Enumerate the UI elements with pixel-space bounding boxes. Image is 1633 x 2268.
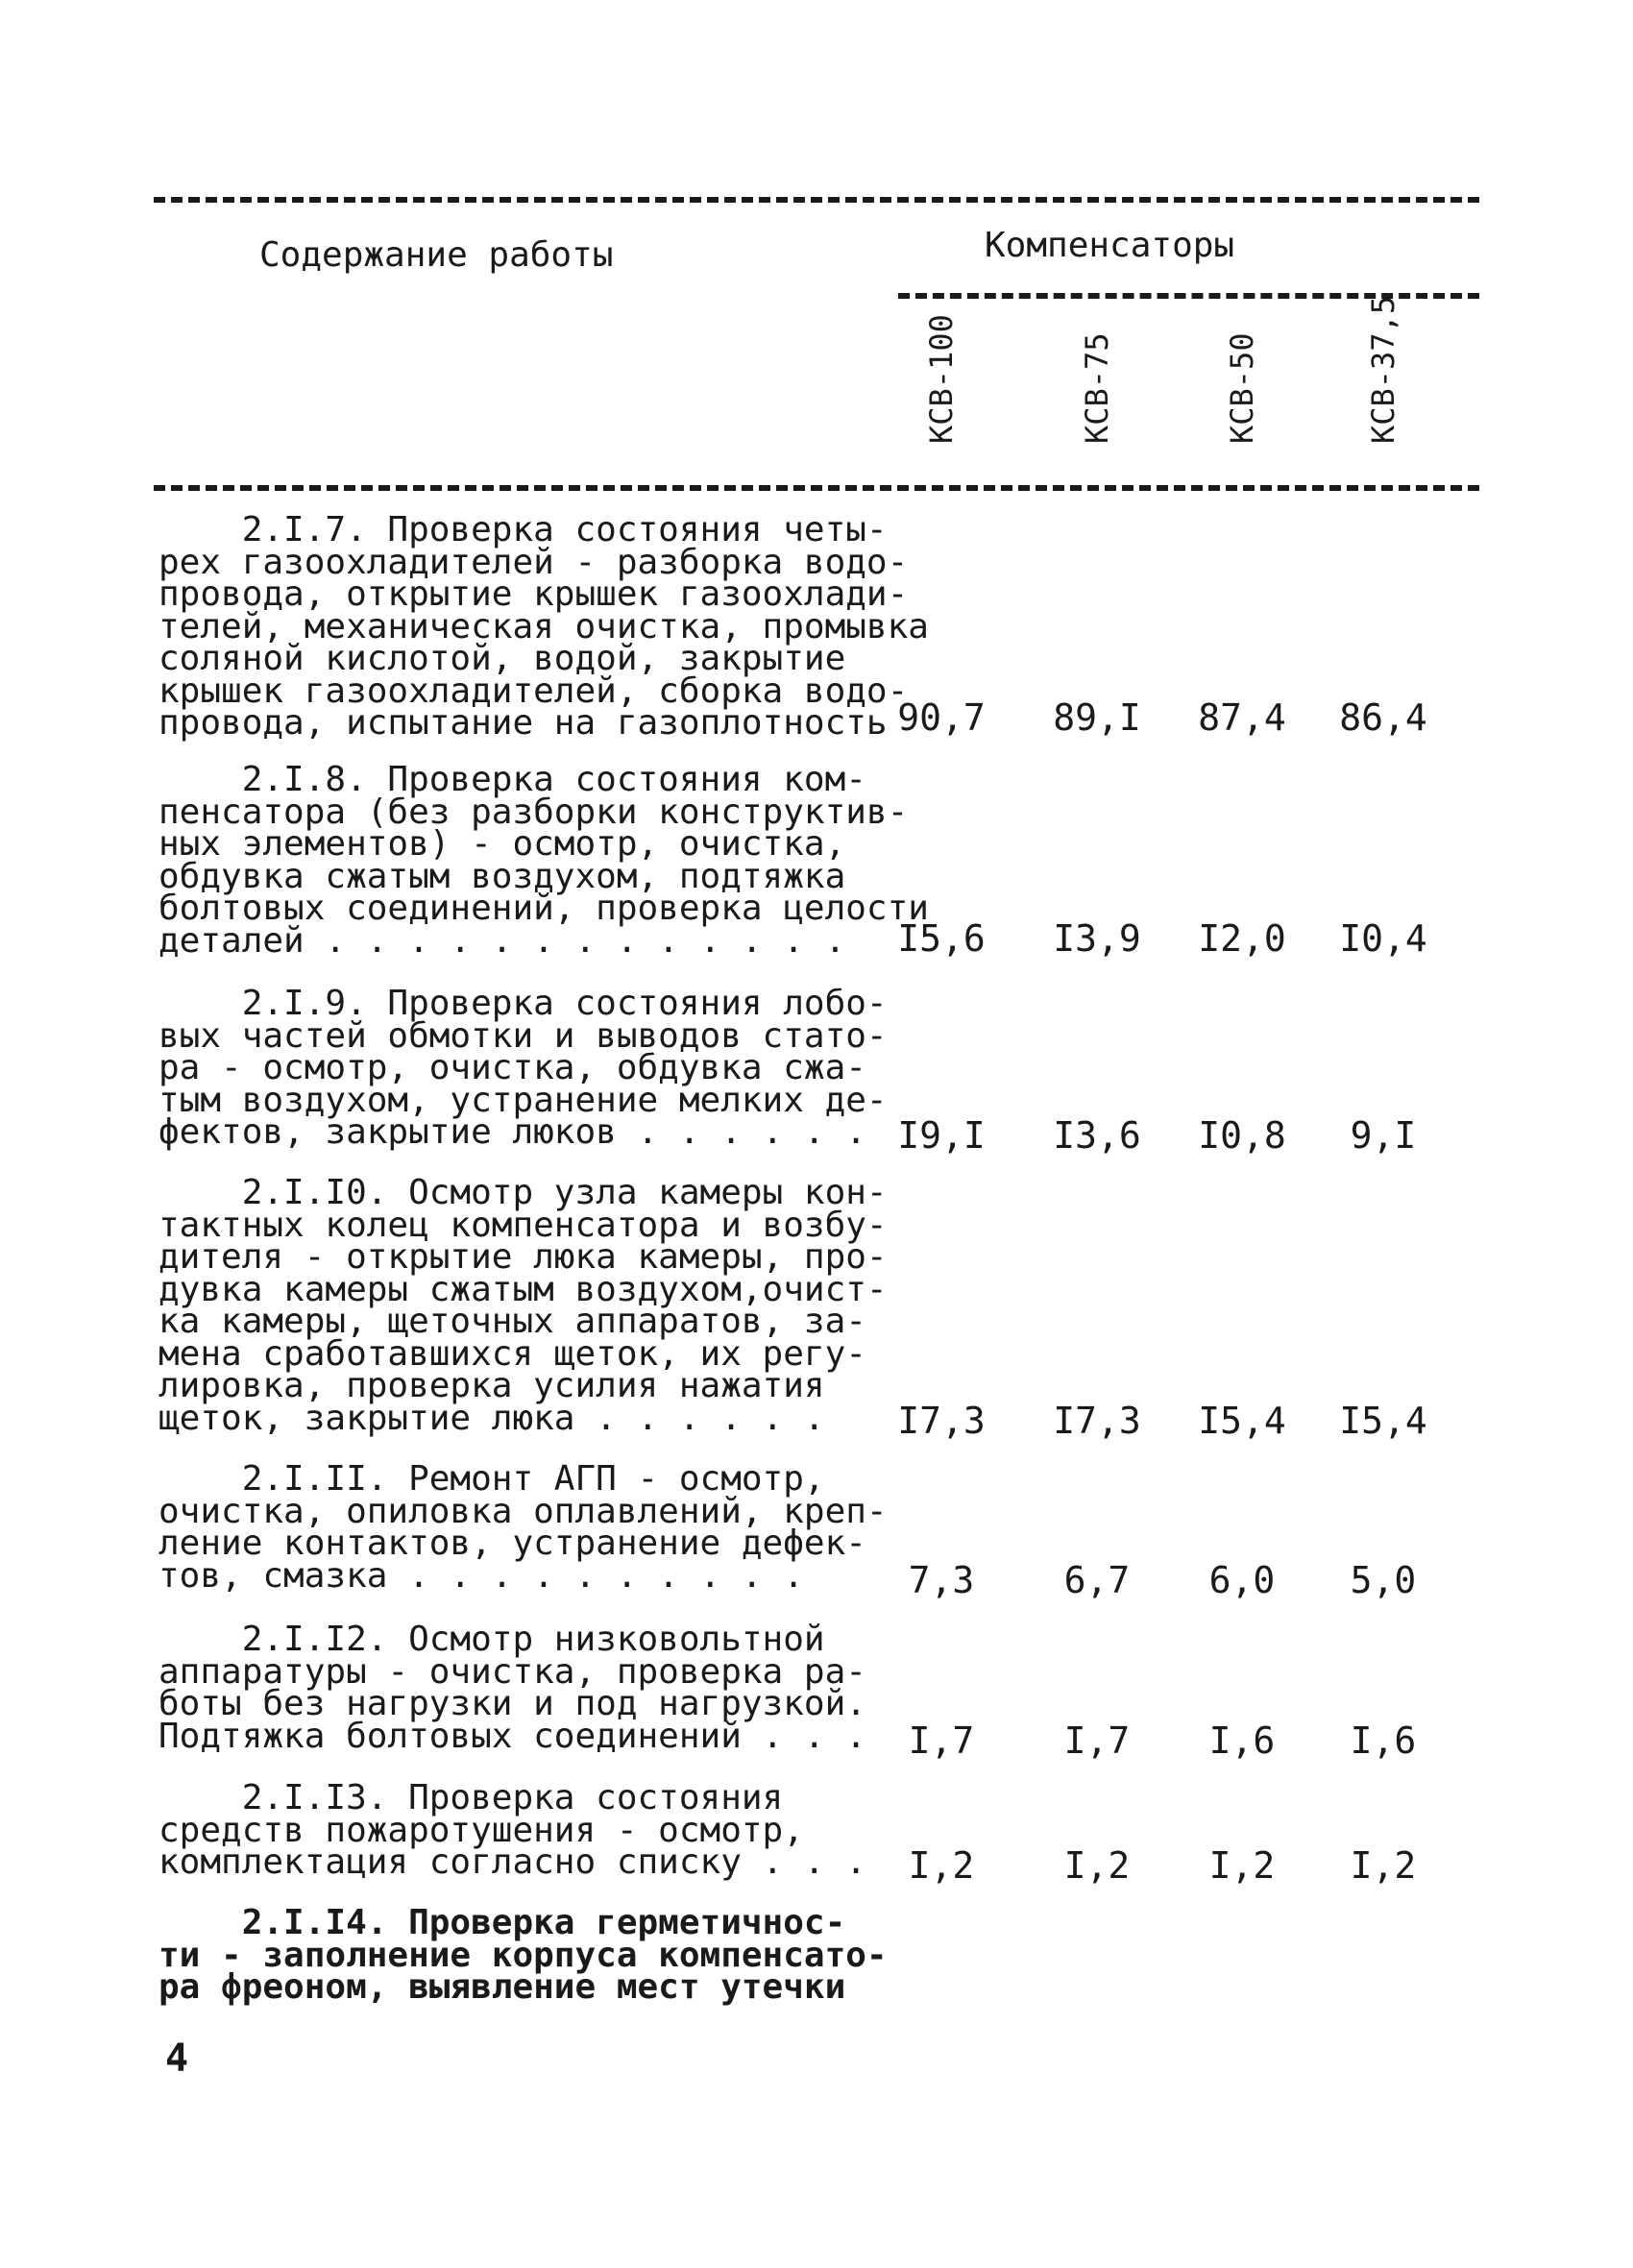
value-ksv-50: 87,4 — [1198, 696, 1286, 739]
row-description: 2.I.9. Проверка состояния лобо- вых частей обмотки и выводов стато- ра - осмотр, очистка, обдувка сжа- тым воздухом, устранение мелких де- фектов, закрытие люков . . . . . . — [158, 984, 888, 1152]
value-ksv-75: I3,9 — [1053, 917, 1141, 960]
value-ksv-50: I,2 — [1208, 1844, 1276, 1887]
row-description: 2.I.7. Проверка состояния четы- рех газоохладителей - разборка водо- провода, открытие крышек газоохлади- телей, механическая очистка, промывка соляной кислотой, водой, закрытие крышек газоохладителей, сборка водо- провода, испытание на газоплотность — [158, 510, 929, 743]
value-ksv-100: I5,6 — [897, 917, 986, 960]
table-top-rule — [154, 197, 1479, 203]
value-ksv-50: 6,0 — [1208, 1559, 1276, 1601]
row-description: 2.I.I2. Осмотр низковольтной аппаратуры - очистка, проверка ра- боты без нагрузки и под нагрузкой. Подтяжка болтовых соединений . . . — [158, 1620, 866, 1756]
header-content-label: Содержание работы — [259, 235, 614, 275]
value-ksv-75: I3,6 — [1053, 1114, 1141, 1157]
value-ksv-100: 7,3 — [908, 1559, 975, 1601]
value-ksv-75: 6,7 — [1063, 1559, 1131, 1601]
value-ksv-37-5: I,2 — [1350, 1844, 1417, 1887]
column-header-4: КСВ-37,5 — [1365, 295, 1401, 444]
column-header-1: КСВ-100 — [923, 314, 960, 444]
value-ksv-100: I,2 — [908, 1844, 975, 1887]
value-ksv-37-5: 9,I — [1350, 1114, 1417, 1157]
value-ksv-100: I7,3 — [897, 1400, 986, 1442]
page-number: 4 — [165, 2036, 189, 2081]
value-ksv-37-5: 86,4 — [1339, 696, 1427, 739]
value-ksv-37-5: I5,4 — [1339, 1400, 1427, 1442]
row-description: 2.I.I4. Проверка герметичнос- ти - заполнение корпуса компенсато- ра фреоном, выявление мест утечки — [158, 1903, 888, 2007]
value-ksv-37-5: I,6 — [1350, 1719, 1417, 1762]
value-ksv-75: I,2 — [1063, 1844, 1131, 1887]
value-ksv-50: I2,0 — [1198, 917, 1286, 960]
value-ksv-37-5: I0,4 — [1339, 917, 1427, 960]
value-ksv-50: I0,8 — [1198, 1114, 1286, 1157]
value-ksv-37-5: 5,0 — [1350, 1559, 1417, 1601]
header-bottom-rule — [154, 485, 1479, 491]
column-header-2: КСВ-75 — [1079, 332, 1115, 444]
row-description: 2.I.I0. Осмотр узла камеры кон- тактных колец компенсатора и возбу- дителя - открытие люка камеры, про- дувка камеры сжатым воздухом,очист- ка камеры, щеточных аппаратов, за- мена сработавшихся щеток, их регу- лировка, проверка усилия нажатия щеток, закрытие люка . . . . . . — [158, 1173, 888, 1438]
value-ksv-75: 89,I — [1053, 696, 1141, 739]
value-ksv-50: I,6 — [1208, 1719, 1276, 1762]
value-ksv-50: I5,4 — [1198, 1400, 1286, 1442]
header-group-label: Компенсаторы — [985, 226, 1235, 265]
row-description: 2.I.I3. Проверка состояния средств пожаротушения - осмотр, комплектация согласно списку . . . — [158, 1778, 866, 1882]
value-ksv-75: I7,3 — [1053, 1400, 1141, 1442]
row-description: 2.I.8. Проверка состояния ком- пенсатора (без разборки конструктив- ных элементов) - осмотр, очистка, обдувка сжатым воздухом, подтяжка болтовых соединений, проверка целости деталей . . . . . . . . . . . . . — [158, 760, 929, 961]
column-header-3: КСВ-50 — [1224, 332, 1260, 444]
value-ksv-100: 90,7 — [897, 696, 986, 739]
value-ksv-100: I,7 — [908, 1719, 975, 1762]
value-ksv-75: I,7 — [1063, 1719, 1131, 1762]
value-ksv-100: I9,I — [897, 1114, 986, 1157]
row-description: 2.I.II. Ремонт АГП - осмотр, очистка, опиловка оплавлений, креп- ление контактов, устранение дефек- тов, смазка . . . . . . . . . . — [158, 1459, 888, 1596]
